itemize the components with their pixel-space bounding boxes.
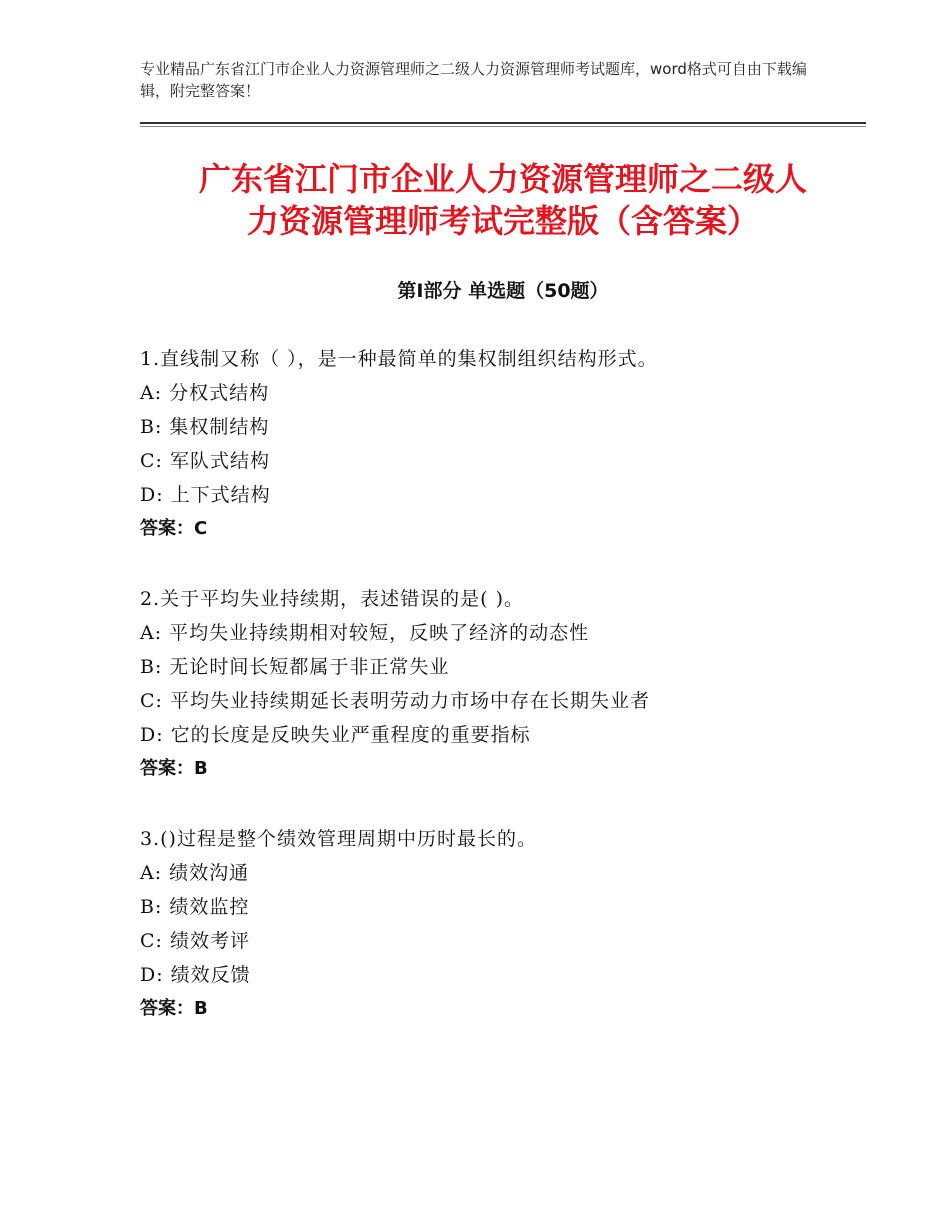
option-d: D: 它的长度是反映失业严重程度的重要指标 [140,724,531,746]
answer-label: 答案：B [140,998,208,1019]
question-3 [140,822,866,1026]
question-stem: 2.关于平均失业持续期，表述错误的是( )。 [140,588,524,610]
question-1 [140,342,866,546]
option-c: C: 绩效考评 [140,930,250,952]
option-b: B: 无论时间长短都属于非正常失业 [140,656,450,678]
question-2 [140,582,866,786]
question-list [140,342,866,1062]
option-b: B: 绩效监控 [140,896,250,918]
answer-label: 答案：B [140,758,208,779]
document-title [140,158,866,242]
document-title-line-1: 广东省江门市企业人力资源管理师之二级人 [198,160,807,198]
option-a: A: 绩效沟通 [140,862,250,884]
header-rule-thick [140,122,866,124]
answer-label: 答案：C [140,518,208,539]
option-b: B: 集权制结构 [140,416,270,438]
option-a: A: 分权式结构 [140,382,270,404]
option-a: A: 平均失业持续期相对较短，反映了经济的动态性 [140,622,590,644]
document-title-line-2: 力资源管理师考试完整版（含答案） [246,202,759,240]
question-stem: 1.直线制又称（ ），是一种最简单的集权制组织结构形式。 [140,348,658,370]
header-note: 专业精品广东省江门市企业人力资源管理师之二级人力资源管理师考试题库，word格式可自由下载编辑，附完整答案！ [140,60,807,100]
header-rule-thin [140,126,866,127]
option-d: D: 上下式结构 [140,484,271,506]
option-d: D: 绩效反馈 [140,964,251,986]
option-c: C: 军队式结构 [140,450,270,472]
option-c: C: 平均失业持续期延长表明劳动力市场中存在长期失业者 [140,690,650,712]
section-title: 第Ⅰ部分 单选题（50题） [397,280,609,302]
question-stem: 3.()过程是整个绩效管理周期中历时最长的。 [140,828,537,850]
